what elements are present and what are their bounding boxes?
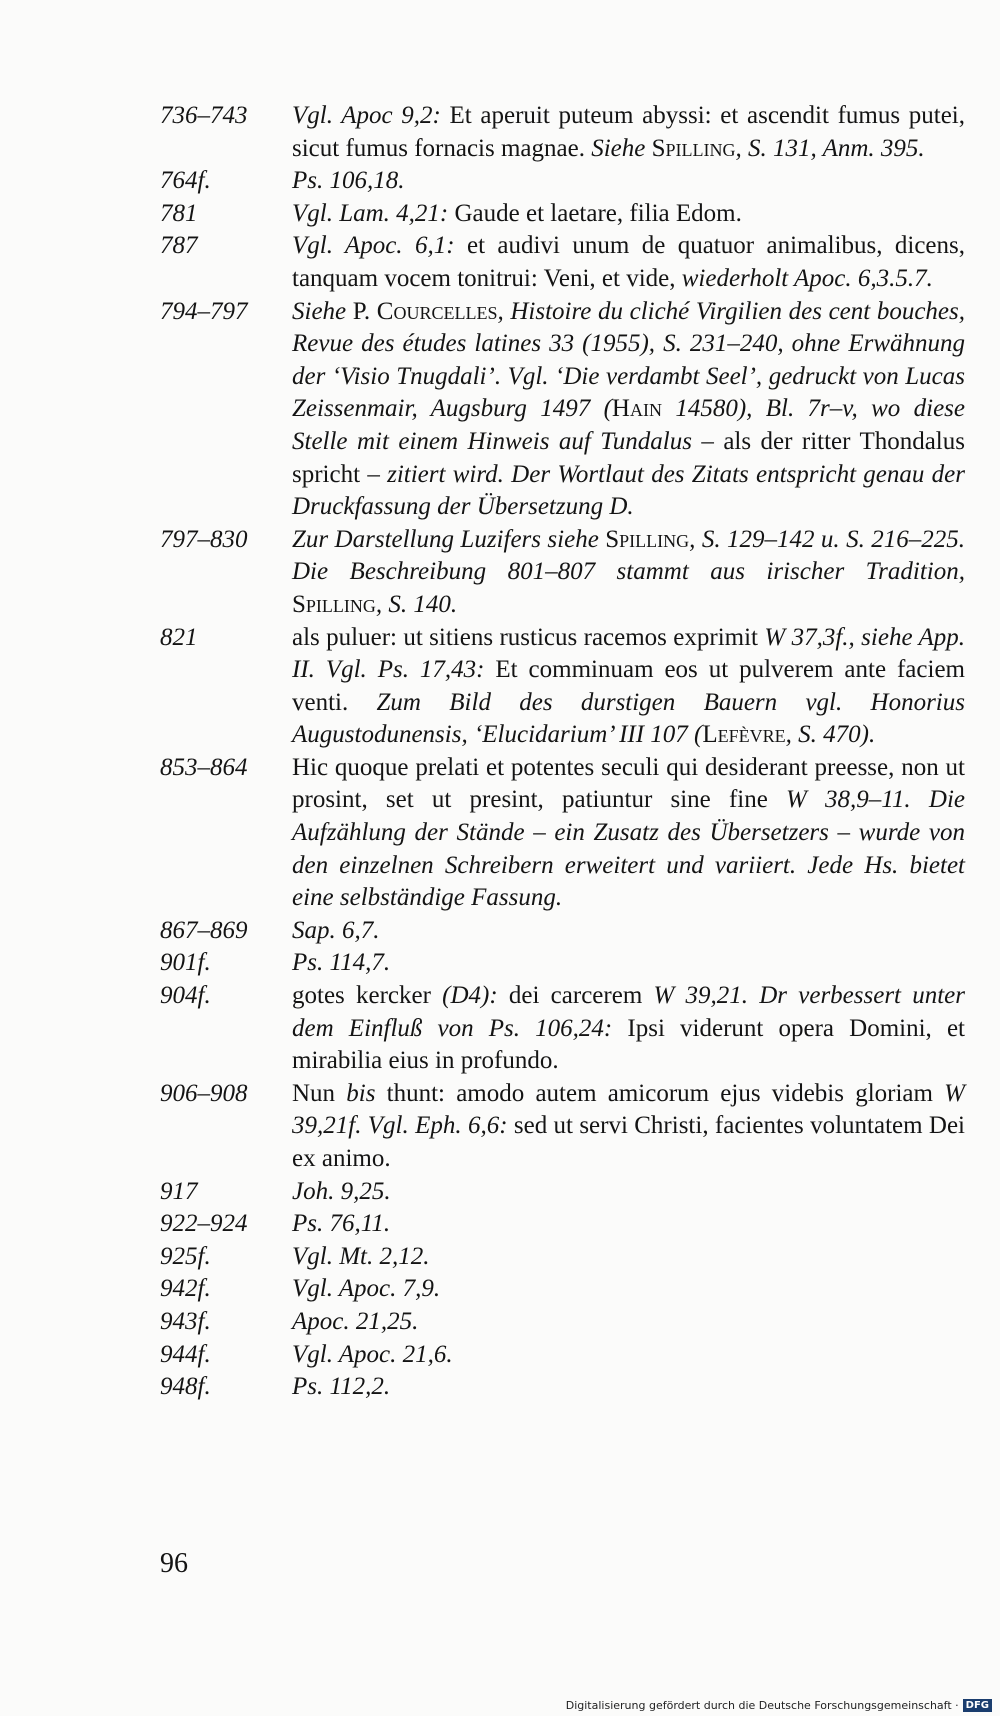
note-text-part: dei carcerem xyxy=(508,982,654,1010)
note-text-part: , S. 131, Anm. 395. xyxy=(735,134,925,162)
note-entry xyxy=(160,165,965,198)
note-entry xyxy=(160,622,965,752)
note-entry xyxy=(160,230,965,295)
note-text-part: als der ritter Thondalus spricht xyxy=(292,427,965,488)
author-name: Lefèvre xyxy=(702,721,786,749)
note-text xyxy=(292,980,965,1078)
note-entry xyxy=(160,752,965,915)
note-text-part: Vgl. Apoc. 6,1: xyxy=(292,232,467,260)
note-text-part: gotes kercker xyxy=(292,982,443,1010)
note-line-ref: 917 xyxy=(160,1177,198,1205)
note-text-part: (D4): xyxy=(442,982,509,1010)
note-entry xyxy=(160,1208,965,1241)
note-text-part: , S. 129–142 u. S. 216–225. Die Beschreibung 801–807 stammt aus irischer Tradition, xyxy=(292,525,966,586)
note-line-ref: 906–908 xyxy=(160,1079,248,1107)
note-entry xyxy=(160,1078,965,1176)
note-text-part: , S. 470). xyxy=(785,721,876,749)
footer xyxy=(566,1699,992,1712)
note-line-ref: 794–797 xyxy=(160,297,248,325)
note-line-ref: 821 xyxy=(160,623,198,651)
note-line-ref: 797–830 xyxy=(160,525,248,553)
note-text xyxy=(292,1273,965,1306)
note-text xyxy=(292,1241,965,1274)
note-entry xyxy=(160,1273,965,1306)
note-line-ref: 922–924 xyxy=(160,1210,248,1238)
note-text-part: Zum Bild des durstigen Bauern vgl. Honorius Augustodunensis, ‘Elucidarium’ III 107 ( xyxy=(292,688,965,749)
note-text-part: Siehe xyxy=(591,134,652,162)
note-line-ref: 942f. xyxy=(160,1275,211,1303)
note-text xyxy=(292,752,965,915)
note-text xyxy=(292,915,965,948)
author-name: Hain xyxy=(611,395,662,423)
note-text-part: – zitiert wird. Der Wortlaut des Zitats entspricht genau der Druckfassung der Übersetzung D. xyxy=(292,460,965,521)
note-text xyxy=(292,296,965,524)
note-text-part: W 39,21. Dr verbessert unter dem Einfluß von Ps. 106,24: xyxy=(292,982,965,1042)
note-text xyxy=(292,100,965,165)
note-text-part: thunt: amodo autem amicorum ejus videbis gloriam xyxy=(386,1079,945,1107)
note-line-ref: 925f. xyxy=(160,1242,211,1270)
note-text-part: Siehe xyxy=(292,297,353,325)
note-line-ref: 943f. xyxy=(160,1307,211,1335)
note-text-part: wiederholt Apoc. 6,3.5.7. xyxy=(681,264,933,292)
note-entry xyxy=(160,1241,965,1274)
note-line-ref: 787 xyxy=(160,232,198,260)
note-entry xyxy=(160,296,965,524)
note-text xyxy=(292,947,965,980)
note-entry xyxy=(160,915,965,948)
note-text-part: Zur Darstellung Luzifers siehe xyxy=(292,525,606,553)
note-line-ref: 904f. xyxy=(160,982,211,1010)
note-text-part: et audivi unum de quatuor animalibus, dicens, tanquam vocem tonitrui: Veni, et vide, xyxy=(292,232,965,292)
note-text-part: Gaude et laetare, filia Edom. xyxy=(454,199,742,227)
note-text xyxy=(292,198,965,231)
note-text xyxy=(292,1176,965,1209)
note-line-ref: 948f. xyxy=(160,1373,211,1401)
note-text xyxy=(292,524,965,622)
note-text xyxy=(292,1078,965,1176)
note-entry xyxy=(160,100,965,165)
note-text-part: Et aperuit puteum abyssi: et ascendit fumus putei, sicut fumus fornacis magnae. xyxy=(292,102,965,162)
note-text-part: Ps. 112,2. xyxy=(292,1373,391,1401)
note-text xyxy=(292,1208,965,1241)
note-text xyxy=(292,230,965,295)
note-line-ref: 944f. xyxy=(160,1340,211,1368)
note-entry xyxy=(160,524,965,622)
note-text-part: bis xyxy=(346,1079,387,1107)
note-text-part: W 37,3f., siehe App. II. Vgl. Ps. 17,43: xyxy=(292,623,966,684)
note-text-part: Vgl. Apoc 9,2: xyxy=(292,102,450,129)
note-entry xyxy=(160,1176,965,1209)
note-text-part: Joh. 9,25. xyxy=(292,1177,391,1205)
author-name: Spilling xyxy=(651,134,736,162)
note-text-part: Ps. 76,11. xyxy=(292,1210,391,1238)
note-text-part: Vgl. Mt. 2,12. xyxy=(292,1242,430,1270)
author-name: Spilling xyxy=(292,590,376,618)
note-entry xyxy=(160,980,965,1078)
note-text-part: Hic quoque prelati et potentes seculi qui desiderant preesse, non ut prosint, set ut presint, patiuntur sine fine xyxy=(292,753,965,814)
note-line-ref: 764f. xyxy=(160,167,211,195)
note-line-ref: 736–743 xyxy=(160,102,248,129)
note-text xyxy=(292,622,965,752)
dfg-logo: DFG xyxy=(963,1699,992,1712)
note-line-ref: 853–864 xyxy=(160,753,248,781)
note-entry xyxy=(160,1371,965,1404)
note-text xyxy=(292,1306,965,1339)
note-entry xyxy=(160,1306,965,1339)
note-entry xyxy=(160,947,965,980)
note-text-part: P. xyxy=(352,297,377,325)
note-line-ref: 867–869 xyxy=(160,916,248,944)
note-text-part: Ps. 114,7. xyxy=(292,949,391,977)
footer-text: Digitalisierung gefördert durch die Deutsche Forschungsgemeinschaft · xyxy=(565,1699,959,1712)
note-line-ref: 901f. xyxy=(160,949,211,977)
note-text xyxy=(292,165,965,198)
note-text-part: Sap. 6,7. xyxy=(292,916,380,944)
note-text-part: W 39,21f. Vgl. Eph. 6,6: xyxy=(292,1079,965,1140)
note-text-part: W 38,9–11. Die Aufzählung der Stände – ein Zusatz des Übersetzers – wurde von den einzelnen Schreibern erweitert und variiert. Jede Hs. bietet eine selbständige Fassung. xyxy=(292,786,965,912)
note-text-part: , Histoire du cliché Virgilien des cent bouches, Revue des études latines 33 (1955), S. 231–240, ohne Erwähnung der ‘Visio Tnugdali’. Vgl. ‘Die verdambt Seel’, gedruckt von Lucas Zeissenmair, Augsburg 1497 ( xyxy=(292,297,965,423)
note-text-part: Et comminuam eos ut pulverem ante faciem venti. xyxy=(292,656,965,716)
author-name: Spilling xyxy=(605,525,690,553)
note-text-part: Vgl. Apoc. 21,6. xyxy=(292,1340,453,1368)
note-text-part: Vgl. Apoc. 7,9. xyxy=(292,1275,441,1303)
author-name: Courcelles xyxy=(376,297,498,325)
commentary-notes xyxy=(160,100,965,1404)
note-text-part: Nun xyxy=(292,1079,347,1107)
note-text xyxy=(292,1339,965,1372)
note-text-part: als puluer: ut sitiens rusticus racemos exprimit xyxy=(292,623,765,651)
note-entry xyxy=(160,198,965,231)
note-text-part: Ipsi viderunt opera Domini, et mirabilia eius in profundo. xyxy=(292,1014,965,1075)
note-text-part: Apoc. 21,25. xyxy=(292,1307,419,1335)
note-line-ref: 781 xyxy=(160,199,198,227)
note-entry xyxy=(160,1339,965,1372)
note-text-part: , S. 140. xyxy=(375,590,458,618)
note-text-part: sed ut servi Christi, facientes voluntatem Dei ex animo. xyxy=(292,1112,965,1172)
note-text xyxy=(292,1371,965,1404)
note-text-part: 14580), Bl. 7r–v, wo diese Stelle mit einem Hinweis auf Tundalus – xyxy=(292,395,965,455)
page-number: 96 xyxy=(160,1548,188,1579)
note-text-part: Ps. 106,18. xyxy=(292,167,405,195)
note-text-part: Vgl. Lam. 4,21: xyxy=(292,199,455,227)
